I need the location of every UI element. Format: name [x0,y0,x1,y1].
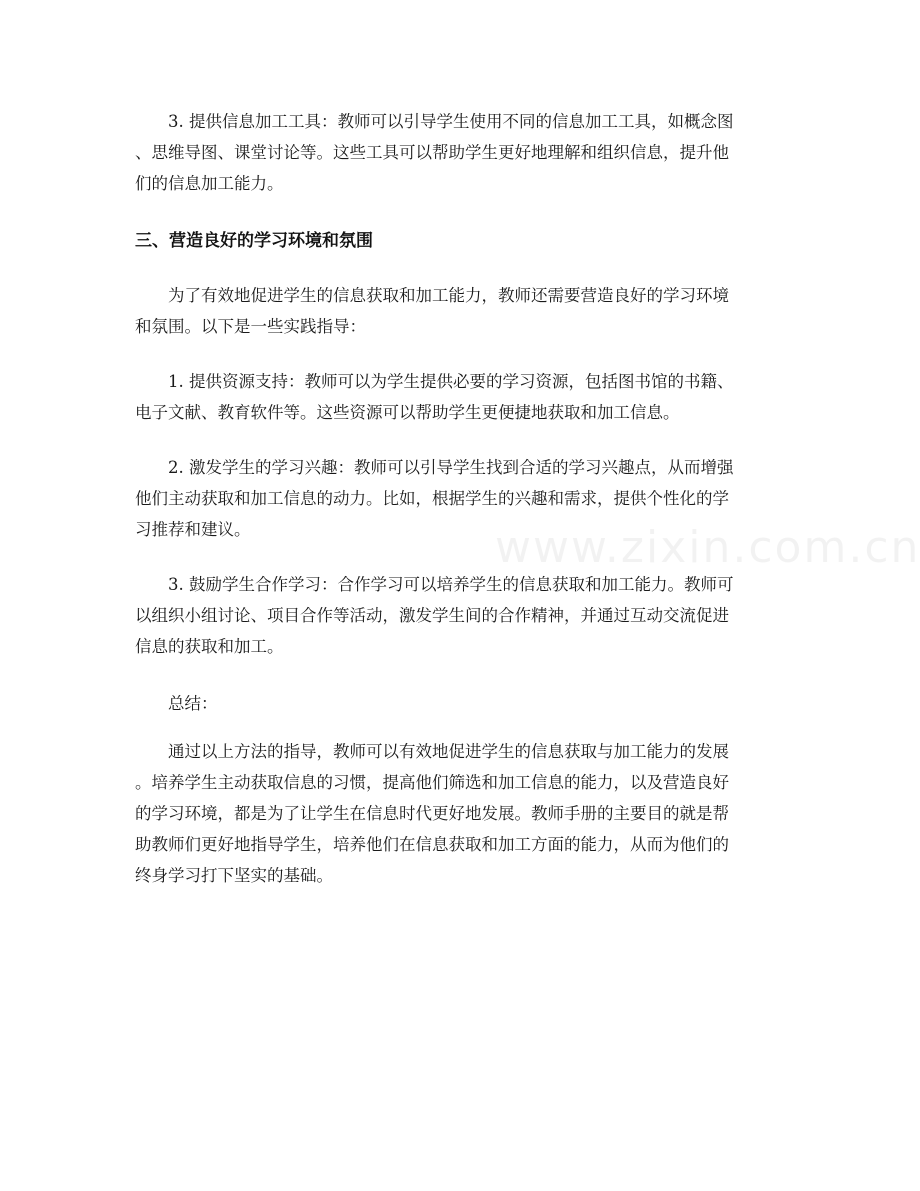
text-line: 1. 提供资源支持：教师可以为学生提供必要的学习资源，包括图书馆的书籍、 [168,372,734,391]
text-line: 习推荐和建议。 [135,520,251,539]
text-line: 3. 提供信息加工工具：教师可以引导学生使用不同的信息加工工具，如概念图 [168,112,734,131]
summary-label-paragraph [135,688,785,719]
summary-label: 总结： [168,694,218,713]
text-line: 为了有效地促进学生的信息获取和加工能力，教师还需要营造良好的学习环境 [168,286,729,305]
text-line: 他们主动获取和加工信息的动力。比如，根据学生的兴趣和需求，提供个性化的学 [135,489,729,508]
text-line: 通过以上方法的指导，教师可以有效地促进学生的信息获取与加工能力的发展 [168,742,729,761]
text-line: 的学习环境，都是为了让学生在信息时代更好地发展。教师手册的主要目的就是帮 [135,804,729,823]
text-line: 2. 激发学生的学习兴趣：教师可以引导学生找到合适的学习兴趣点，从而增强 [168,458,734,477]
list-item-resources [135,366,785,428]
text-line: 以组织小组讨论、项目合作等活动，激发学生间的合作精神，并通过互动交流促进 [135,606,729,625]
text-line: 电子文献、教育软件等。这些资源可以帮助学生更便捷地获取和加工信息。 [135,403,680,422]
text-line: 、思维导图、课堂讨论等。这些工具可以帮助学生更好地理解和组织信息，提升他 [135,143,729,162]
section-intro-paragraph [135,280,785,342]
watermark: www.zixin.com.cn [495,522,920,573]
text-line: 3. 鼓励学生合作学习：合作学习可以培养学生的信息获取和加工能力。教师可 [168,575,734,594]
section-heading: 三、营造良好的学习环境和氛围 [135,231,373,251]
text-line: 们的信息加工能力。 [135,174,284,193]
list-item-interest [135,452,785,545]
text-line: 。培养学生主动获取信息的习惯，提高他们筛选和加工信息的能力，以及营造良好 [135,773,729,792]
paragraph-processing-tools [135,106,785,199]
text-line: 信息的获取和加工。 [135,637,284,656]
text-line: 助教师们更好地指导学生，培养他们在信息获取和加工方面的能力，从而为他们的 [135,835,729,854]
text-line: 终身学习打下坚实的基础。 [135,866,333,885]
summary-paragraph [135,736,785,891]
list-item-cooperation [135,569,785,662]
text-line: 和氛围。以下是一些实践指导： [135,317,366,336]
